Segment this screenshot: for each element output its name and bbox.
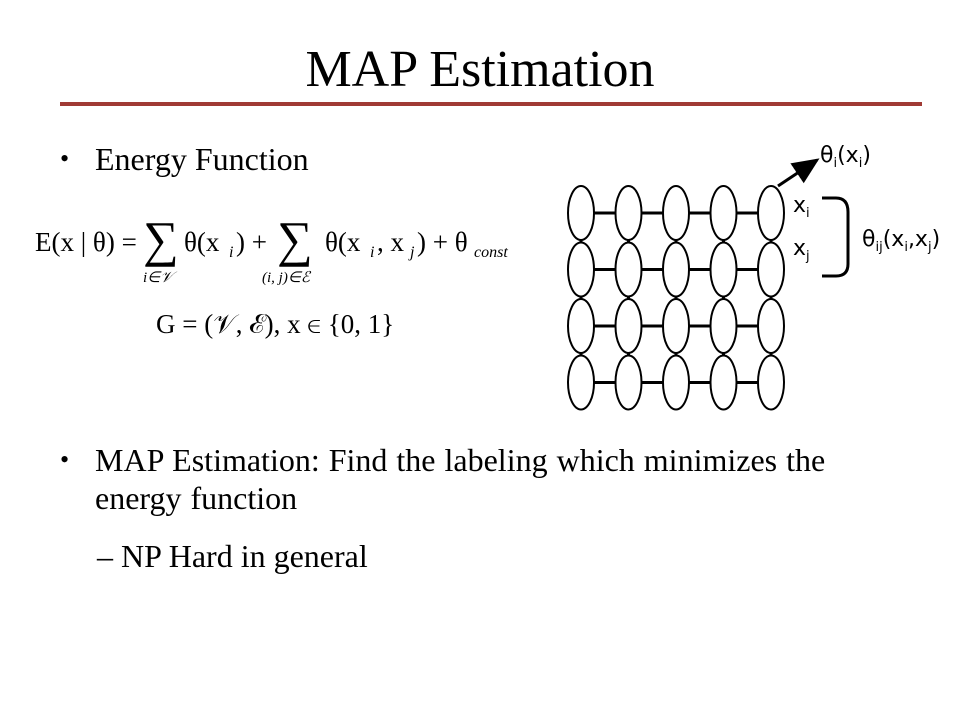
grid-node [616,356,642,410]
sum-symbol-2: ∑ [277,211,313,267]
grid-node [616,299,642,353]
grid-node [616,243,642,297]
grid-node [711,356,737,410]
plus-1: ) + [236,227,267,257]
unary-arrow [778,160,817,186]
grid-node [758,243,784,297]
bullet-text: MAP Estimation: Find the labeling which minimizes the energy function [95,442,826,516]
grid-node [568,186,594,240]
grid-node [568,299,594,353]
unary-subscript: i [229,244,234,261]
grid-node [758,186,784,240]
bullet-text: Energy Function [95,141,309,177]
unary-term: θ(x [184,227,220,257]
pairwise-bracket [822,198,848,276]
sum-symbol-1: ∑ [143,211,179,267]
sum1-subscript: i∈𝒱 [143,270,173,286]
grid-node [758,356,784,410]
grid-node [711,243,737,297]
plus-theta: ) + θ [417,227,468,257]
grid-node [616,186,642,240]
grid-node [663,356,689,410]
grid-node [663,186,689,240]
grid-node [568,243,594,297]
pairwise-subscript-i: i [370,244,375,261]
grid-node [711,186,737,240]
node-i-label: $x_i$ [793,193,810,221]
node-j-label: $x_j$ [793,236,810,264]
sub-bullet-dash: – [97,538,113,574]
grid-node [663,299,689,353]
pairwise-term: θ(x [325,227,361,257]
grid-node [568,356,594,410]
unary-label: $\theta_i(x_i)$ [820,143,871,171]
grid-node [758,299,784,353]
eq-energy-lhs: E(x | θ) = [35,227,137,257]
const-subscript: const [474,244,508,261]
grid-node [711,299,737,353]
grid-node [663,243,689,297]
graph-equation: G = (𝒱, ℰ), x ∈ {0, 1} [156,309,395,339]
sum2-subscript: (i, j)∈ℰ [262,270,310,286]
pairwise-label: $\theta_{ij}(x_i,x_j)$ [862,227,941,255]
sub-bullet-text: NP Hard in general [121,538,368,574]
pairwise-comma: , x [377,227,404,257]
pairwise-subscript-j: j [410,244,415,261]
slide-title: MAP Estimation [305,41,655,98]
bullet-dot: • [60,445,70,474]
bullet-dot: • [60,144,70,173]
